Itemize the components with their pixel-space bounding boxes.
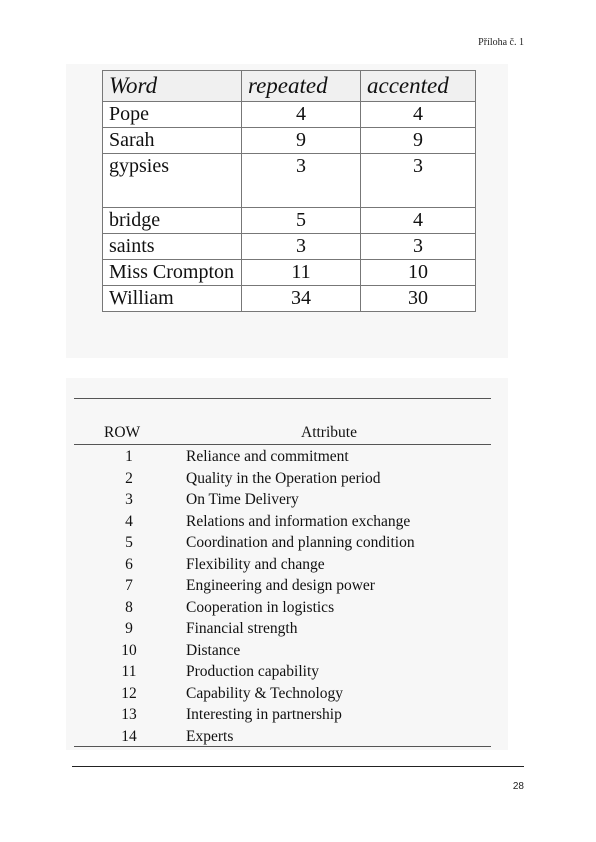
attributes-list: [74, 446, 491, 747]
table-row: [74, 618, 491, 640]
word-frequency-table: [102, 70, 476, 312]
table-row: [103, 154, 476, 208]
row-number: 1: [125, 448, 133, 465]
table-row: [103, 102, 476, 128]
accented-cell: 10: [361, 260, 476, 286]
accented-cell: 30: [361, 286, 476, 312]
row-number: 11: [121, 663, 137, 680]
accented-cell: 4: [361, 208, 476, 234]
table-row: [74, 640, 491, 662]
attribute-text: Experts: [186, 727, 234, 745]
word-cell: Sarah: [103, 128, 242, 154]
row-number: 13: [121, 706, 137, 723]
attribute-text: Financial strength: [186, 620, 298, 637]
table-row: [74, 704, 491, 726]
table-header-row: [103, 71, 476, 102]
table-row: [74, 468, 491, 490]
footer-rule: [72, 766, 524, 767]
accented-cell: 3: [361, 234, 476, 260]
table-header-rule: [74, 444, 491, 445]
attribute-text: Interesting in partnership: [186, 706, 342, 723]
accented-cell: 3: [361, 154, 476, 208]
row-number: 7: [125, 577, 133, 594]
row-number: 4: [125, 512, 133, 530]
attributes-table-image: [66, 378, 508, 750]
table-row: [74, 575, 491, 597]
attribute-text: Relations and information exchange: [186, 512, 411, 530]
table-row: [103, 234, 476, 260]
table-row: [103, 208, 476, 234]
repeated-cell: 3: [242, 234, 361, 260]
row-number: 8: [125, 598, 133, 616]
attribute-text: Capability & Technology: [186, 684, 344, 702]
table-row: [74, 532, 491, 554]
table-row: [74, 683, 491, 705]
repeated-cell: 5: [242, 208, 361, 234]
accented-cell: 4: [361, 102, 476, 128]
column-header-attribute: Attribute: [301, 424, 357, 441]
attribute-text: Production capability: [186, 663, 320, 680]
table-row: [74, 661, 491, 683]
repeated-cell: 34: [242, 286, 361, 312]
row-number: 10: [121, 641, 137, 659]
row-number: 2: [125, 469, 133, 487]
repeated-cell: 11: [242, 260, 361, 286]
row-number: 12: [121, 684, 137, 702]
attribute-text: Flexibility and change: [186, 555, 325, 573]
column-header-word: Word: [103, 71, 242, 102]
row-number: 5: [125, 534, 133, 551]
accented-cell: 9: [361, 128, 476, 154]
column-header-row: ROW: [104, 424, 141, 441]
attribute-text: Reliance and commitment: [186, 448, 349, 465]
row-number: 3: [125, 491, 133, 508]
table-row: [74, 446, 491, 468]
table-header-row: [74, 424, 491, 442]
attribute-text: Engineering and design power: [186, 577, 375, 594]
word-cell: bridge: [103, 208, 242, 234]
column-header-repeated: repeated: [242, 71, 361, 102]
table-row: [74, 597, 491, 619]
attribute-text: Distance: [186, 641, 241, 659]
row-number: 9: [125, 620, 133, 637]
column-header-accented: accented: [361, 71, 476, 102]
table-row: [74, 511, 491, 533]
word-cell: William: [103, 286, 242, 312]
repeated-cell: 3: [242, 154, 361, 208]
table-row: [74, 489, 491, 511]
table-row: [74, 554, 491, 576]
page-number: 28: [512, 781, 524, 792]
attribute-text: Cooperation in logistics: [186, 598, 335, 616]
word-cell: saints: [103, 234, 242, 260]
row-number: 14: [121, 727, 137, 745]
word-frequency-table-image: [66, 64, 508, 358]
row-number: 6: [125, 555, 133, 573]
word-cell: Miss Crompton: [103, 260, 242, 286]
attribute-text: On Time Delivery: [186, 491, 299, 508]
table-row: [103, 260, 476, 286]
repeated-cell: 4: [242, 102, 361, 128]
attribute-text: Coordination and planning condition: [186, 534, 415, 551]
table-top-rule: [74, 398, 491, 399]
table-row: [74, 726, 491, 748]
table-row: [103, 128, 476, 154]
word-cell: gypsies: [103, 154, 242, 208]
word-cell: Pope: [103, 102, 242, 128]
attribute-text: Quality in the Operation period: [186, 469, 381, 487]
repeated-cell: 9: [242, 128, 361, 154]
page-header-label: Příloha č. 1: [478, 37, 524, 48]
table-row: [103, 286, 476, 312]
table-bottom-rule: [74, 746, 491, 747]
